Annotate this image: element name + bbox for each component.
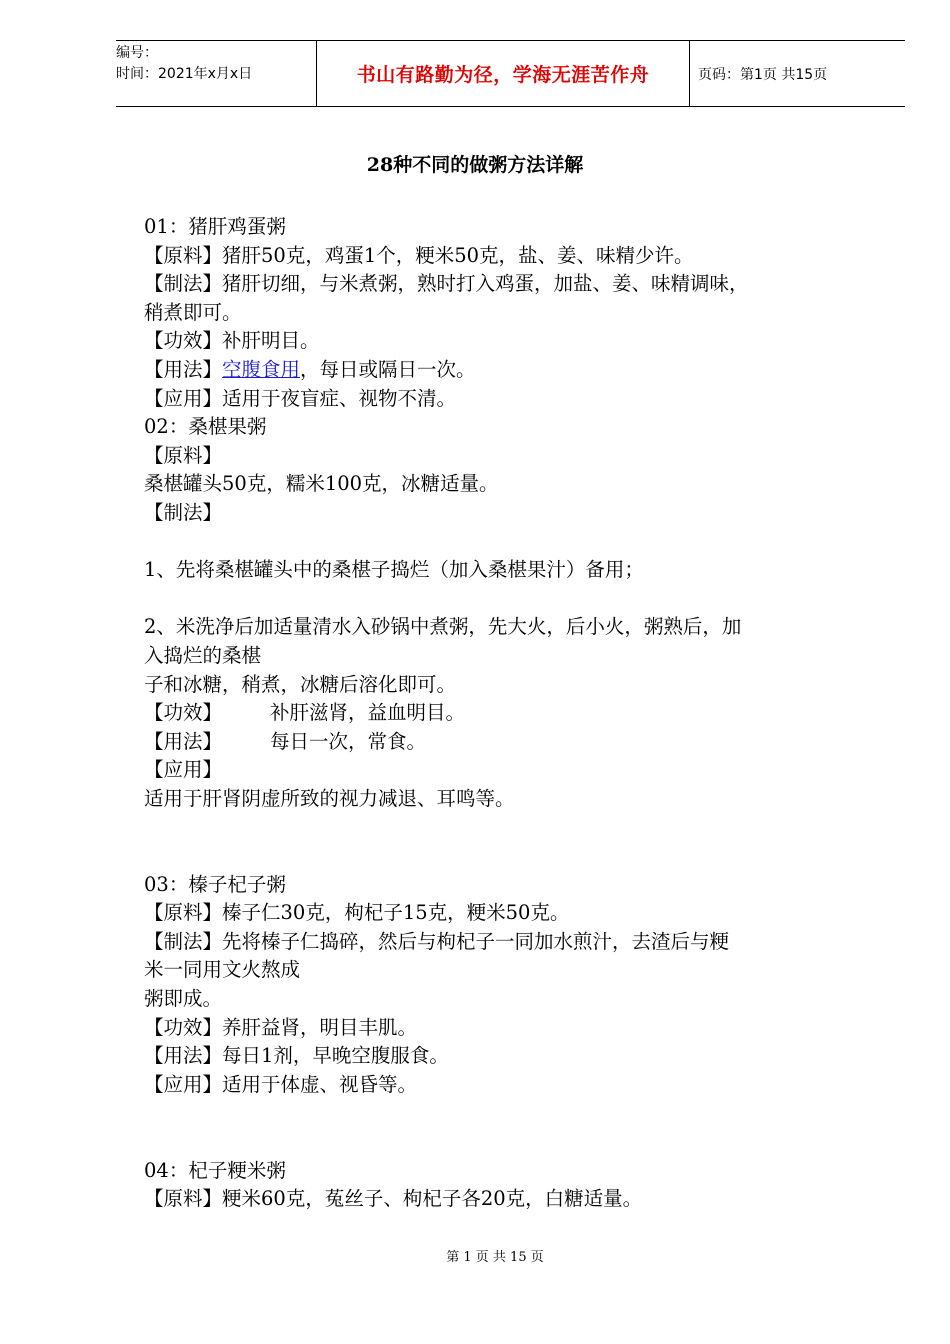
empty-stomach-link[interactable]: 空腹食用 [222,357,301,381]
recipe-method-continued: 稍煮即可。 [144,300,242,324]
recipe-method-continued: 米一同用文火熬成 [144,958,301,982]
recipe-usage [144,356,884,385]
recipe-application-label: 【应用】 [144,758,223,782]
date-text: 时间：2021年x月x日 [116,66,253,82]
recipe-application: 适用于肝肾阴虚所致的视力减退、耳鸣等。 [144,786,515,810]
recipe-ingredients: 桑椹罐头50克，糯米100克，冰糖适量。 [144,472,499,496]
header-page-info: 页码：第1页 共15页 [698,66,828,83]
usage-label: 【用法】 [144,729,223,753]
serial-number-label: 编号： [116,45,158,61]
recipe-heading: 02：桑椹果粥 [144,415,267,439]
blank-line [144,528,884,557]
recipe-ingredients: 【原料】榛子仁30克，枸杞子15克，粳米50克。 [144,901,570,925]
blank-space [144,813,884,870]
recipe-method: 【制法】猪肝切细，与米煮粥，熟时打入鸡蛋，加盐、姜、味精调味， [144,272,749,296]
recipe-usage: 【用法】每日1剂，早晚空腹服食。 [144,1044,449,1068]
recipe-method-label: 【制法】 [144,500,223,524]
document-header [116,40,905,107]
header-meta [116,41,316,106]
usage-label: 【用法】 [144,357,223,381]
recipe-method: 【制法】先将榛子仁捣碎，然后与枸杞子一同加水煎汁，去渣后与粳 [144,929,730,953]
recipe-step-continued: 入捣烂的桑椹 [144,643,262,667]
recipe-step: 1、先将桑椹罐头中的桑椹子捣烂（加入桑椹果汁）备用； [144,558,644,582]
document-body [144,213,884,1214]
recipe-heading: 03：榛子杞子粥 [144,872,286,896]
effect-text: 补肝滋肾，益血明目。 [270,701,466,725]
recipe-step-continued: 子和冰糖，稍煮，冰糖后溶化即可。 [144,672,457,696]
recipe-ingredients: 【原料】猪肝50克，鸡蛋1个，粳米50克，盐、姜、味精少许。 [144,243,694,267]
document-title: 28种不同的做粥方法详解 [366,154,584,176]
blank-space [144,1099,884,1156]
recipe-ingredients: 【原料】粳米60克，菟丝子、枸杞子各20克，白糖适量。 [144,1187,643,1211]
usage-text: ，每日或隔日一次。 [300,357,476,381]
blank-line [144,585,884,614]
recipe-heading: 01：猪肝鸡蛋粥 [144,215,286,238]
page-footer: 第 1 页 共 15 页 [446,1250,544,1265]
recipe-step: 2、米洗净后加适量清水入砂锅中煮粥，先大火，后小火，粥熟后，加 [144,615,742,639]
recipe-effect: 【功效】养肝益肾，明目丰肌。 [144,1015,418,1039]
recipe-usage [144,728,884,757]
recipe-effect: 【功效】补肝明目。 [144,329,320,353]
recipe-application: 【应用】适用于体虚、视昏等。 [144,1072,418,1096]
header-motto: 书山有路勤为径，学海无涯苦作舟 [316,41,690,106]
recipe-application: 【应用】适用于夜盲症、视物不清。 [144,386,457,410]
recipe-heading: 04：杞子粳米粥 [144,1158,286,1182]
recipe-effect [144,699,884,728]
usage-text: 每日一次，常食。 [270,729,427,753]
recipe-ingredients-label: 【原料】 [144,443,223,467]
effect-label: 【功效】 [144,701,223,725]
recipe-method-continued: 粥即成。 [144,987,223,1011]
